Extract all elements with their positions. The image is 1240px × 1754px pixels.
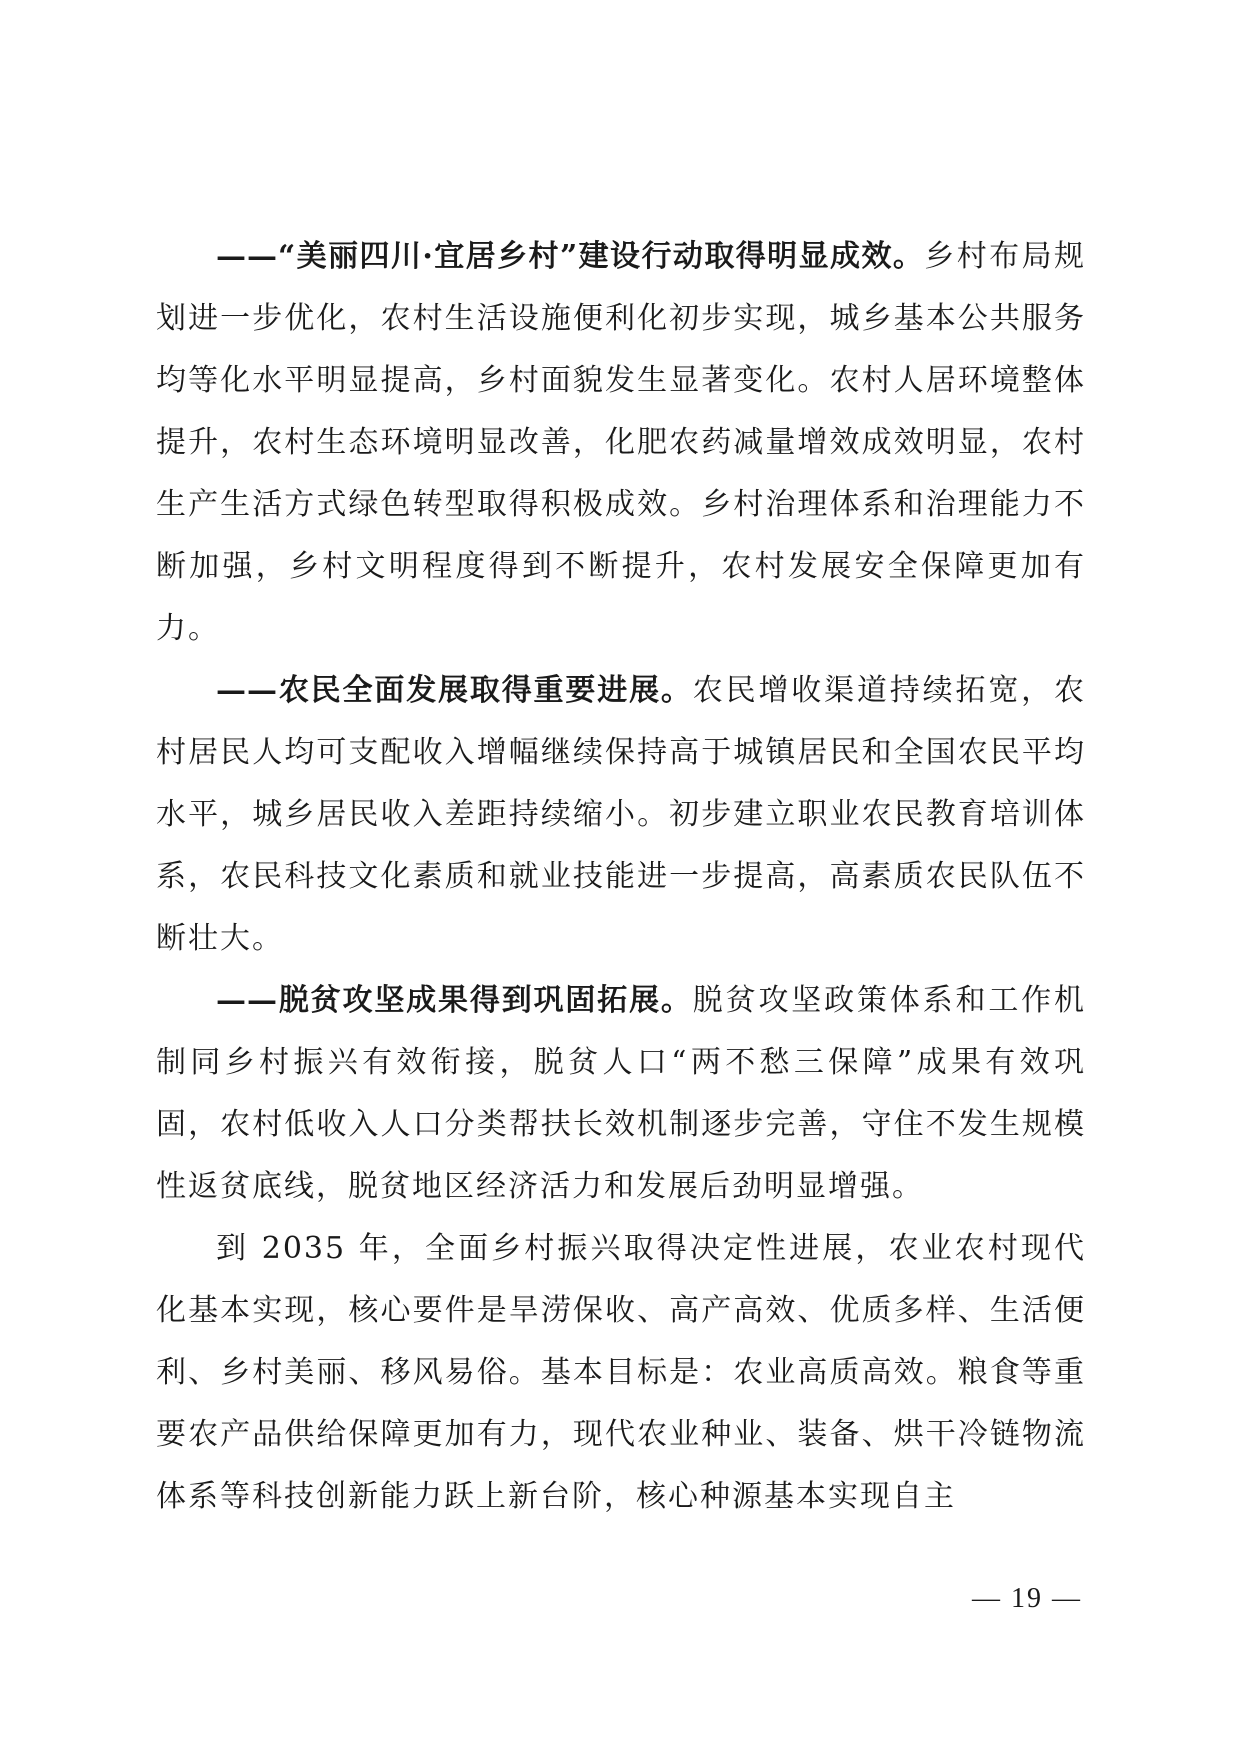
- paragraph-farmer-development: [156, 660, 1086, 970]
- paragraph-lead: ——脱贫攻坚成果得到巩固拓展。: [216, 983, 693, 1018]
- paragraph-lead: ——农民全面发展取得重要进展。: [216, 673, 693, 708]
- paragraph-beautiful-sichuan: [156, 226, 1086, 660]
- paragraph-lead: ——“美丽四川·宜居乡村”建设行动取得明显成效。: [216, 239, 925, 274]
- paragraph-text: 脱贫攻坚政策体系和工作机制同乡村振兴有效衔接，脱贫人口“两不愁三保障”成果有效巩固，农村低收入人口分类帮扶长效机制逐步完善，守住不发生规模性返贫底线，脱贫地区经济活力和发展后劲明显增强。: [156, 983, 1087, 1204]
- page-number: — 19 —: [972, 1583, 1082, 1614]
- paragraph-2035-goals: [156, 1218, 1086, 1528]
- paragraph-text: 乡村布局规划进一步优化，农村生活设施便利化初步实现，城乡基本公共服务均等化水平明显提高，乡村面貌发生显著变化。农村人居环境整体提升，农村生态环境明显改善，化肥农药减量增效成效明显，农村生产生活方式绿色转型取得积极成效。乡村治理体系和治理能力不断加强，乡村文明程度得到不断提升，农村发展安全保障更加有力。: [156, 239, 1086, 646]
- document-body: [156, 226, 1086, 1528]
- paragraph-text: 农民增收渠道持续拓宽，农村居民人均可支配收入增幅继续保持高于城镇居民和全国农民平均水平，城乡居民收入差距持续缩小。初步建立职业农民教育培训体系，农民科技文化素质和就业技能进一步提高，高素质农民队伍不断壮大。: [156, 673, 1087, 956]
- paragraph-poverty-alleviation: [156, 970, 1086, 1218]
- paragraph-text: 到 2035 年，全面乡村振兴取得决定性进展，农业农村现代化基本实现，核心要件是旱涝保收、高产高效、优质多样、生活便利、乡村美丽、移风易俗。基本目标是：农业高质高效。粮食等重要农产品供给保障更加有力，现代农业种业、装备、烘干冷链物流体系等科技创新能力跃上新台阶，核心种源基本实现自主: [156, 1231, 1086, 1514]
